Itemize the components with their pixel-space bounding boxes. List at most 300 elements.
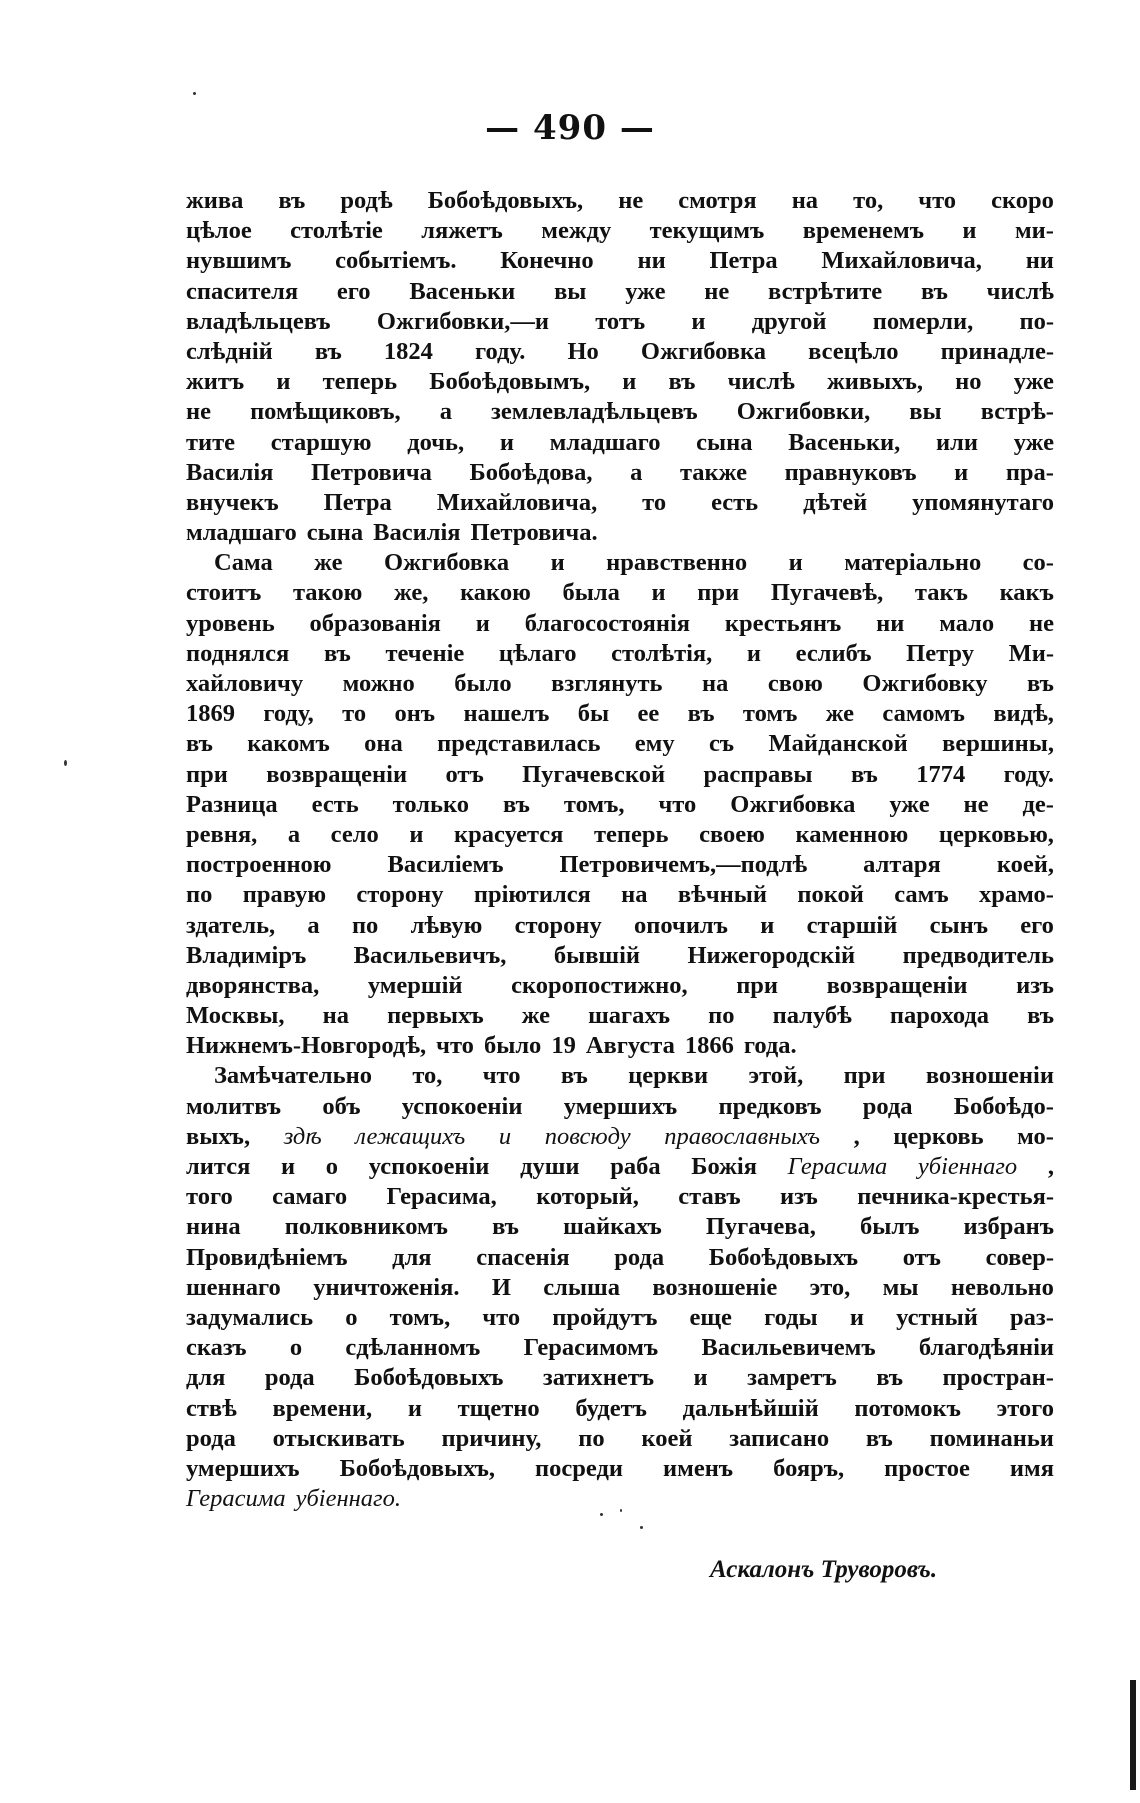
word: успокоеніи xyxy=(368,1153,490,1180)
word: Герасимомъ xyxy=(523,1334,659,1362)
word: спасенія xyxy=(476,1243,570,1271)
word: Петру xyxy=(906,639,974,667)
word: И xyxy=(491,1273,511,1301)
word: этой, xyxy=(748,1062,804,1090)
word: и xyxy=(746,639,762,667)
word: причину, xyxy=(441,1424,542,1452)
word: задумались xyxy=(186,1303,314,1331)
text-line xyxy=(186,790,1054,820)
word: по xyxy=(708,1002,735,1030)
word: Михайловича, xyxy=(436,488,598,516)
word: печника-крестья- xyxy=(857,1183,1054,1211)
word: сынъ xyxy=(929,911,988,939)
text-line xyxy=(186,548,1054,578)
word: въ xyxy=(278,187,306,214)
text-line xyxy=(186,1363,1054,1393)
word: сына xyxy=(696,428,753,456)
word: столѣтіе xyxy=(290,217,383,245)
word: пра- xyxy=(1005,458,1054,486)
word: хайловичу xyxy=(186,670,304,697)
word: шайкахъ xyxy=(563,1213,662,1241)
word: въ xyxy=(1027,670,1054,697)
text-line xyxy=(186,850,1054,880)
word: помѣщиковъ, xyxy=(250,398,401,426)
text-line xyxy=(186,186,1054,216)
word: рода xyxy=(186,1424,236,1452)
word: уже xyxy=(889,790,930,818)
text-line xyxy=(186,1001,1054,1031)
word: , xyxy=(853,1122,860,1150)
word: вѣчный xyxy=(677,881,768,909)
word: церковью, xyxy=(938,820,1054,848)
text-line xyxy=(186,1454,1054,1484)
word: было xyxy=(483,1032,542,1060)
word: Бобоѣдовыхъ, xyxy=(427,187,584,214)
word: Ожгибовка xyxy=(730,790,856,818)
word: бояръ, xyxy=(773,1454,845,1482)
word: Ожгибовки,—и xyxy=(376,307,549,335)
word: Ожгибовка xyxy=(640,337,766,365)
text-line xyxy=(186,760,1054,790)
word: рода xyxy=(862,1092,913,1120)
word: свою xyxy=(767,670,823,697)
word: теперь xyxy=(594,820,669,848)
word: о xyxy=(325,1153,339,1180)
word: тотъ xyxy=(595,307,646,335)
word: Васильевичемъ xyxy=(701,1334,876,1362)
word: расправы xyxy=(703,760,813,788)
text-line xyxy=(186,1212,1054,1242)
word: уничтоженія. xyxy=(313,1273,460,1301)
word: и xyxy=(788,549,803,577)
word: только xyxy=(392,790,470,818)
word: Сама xyxy=(214,549,273,577)
word: о xyxy=(345,1303,358,1331)
word: здатель, xyxy=(186,911,276,939)
word: возвращеніи xyxy=(826,971,968,999)
word: мало xyxy=(939,609,995,637)
word: устный xyxy=(896,1303,978,1331)
word: есть xyxy=(311,790,359,818)
word: своею xyxy=(699,820,765,848)
word: шагахъ xyxy=(588,1002,671,1030)
word: по xyxy=(578,1424,605,1452)
word: упомянутаго xyxy=(912,488,1054,516)
word: и xyxy=(281,1153,296,1180)
word: годы xyxy=(764,1303,818,1331)
text-line xyxy=(186,1031,1054,1061)
word: Васеньки xyxy=(409,277,516,305)
word: Провидѣніемъ xyxy=(186,1243,348,1271)
word: потомокъ xyxy=(854,1394,961,1422)
word: простран- xyxy=(942,1364,1054,1392)
word: внучекъ xyxy=(186,488,279,516)
word: Василія xyxy=(373,519,461,547)
word: вершины, xyxy=(942,730,1054,758)
word: на xyxy=(702,670,729,697)
text-line xyxy=(186,246,1054,276)
text-line xyxy=(186,971,1054,1001)
word: самомъ xyxy=(882,700,965,728)
word: уже xyxy=(625,277,666,305)
word: сына xyxy=(306,519,364,547)
word: Бобоѣдовыхъ, xyxy=(339,1454,496,1482)
word: былъ xyxy=(859,1213,920,1241)
word: или xyxy=(936,428,978,456)
word: и xyxy=(276,368,291,396)
word: ревня, xyxy=(186,820,258,848)
word: церковь xyxy=(893,1122,984,1150)
word: убіеннаго. xyxy=(295,1485,401,1513)
word: слыша xyxy=(543,1273,620,1301)
word: и xyxy=(407,1394,422,1422)
word: скоропостижно, xyxy=(511,971,688,999)
word: это, xyxy=(809,1273,851,1301)
word: Бобоѣдовыхъ xyxy=(708,1243,859,1271)
word: и xyxy=(962,217,977,245)
text-line xyxy=(186,639,1054,669)
word: изъ xyxy=(780,1183,818,1211)
word: успокоеніи xyxy=(401,1092,523,1120)
word: умершихъ xyxy=(563,1092,678,1120)
word: можно xyxy=(342,670,415,697)
word: временемъ xyxy=(802,217,925,245)
word: будетъ xyxy=(575,1394,647,1422)
word: убіеннаго xyxy=(917,1153,1018,1180)
word: парохода xyxy=(889,1002,990,1030)
word: было xyxy=(454,670,512,697)
text-line xyxy=(186,518,1054,548)
word: правнуковъ xyxy=(784,458,917,486)
text-line xyxy=(186,1122,1054,1152)
word: была xyxy=(562,579,620,607)
word: совер- xyxy=(985,1243,1054,1271)
text-line xyxy=(186,880,1054,910)
word: не xyxy=(1029,609,1054,637)
word: видѣ, xyxy=(993,700,1054,728)
word: коей, xyxy=(996,851,1054,879)
text-line xyxy=(186,911,1054,941)
word: отъ xyxy=(902,1243,941,1271)
word: житъ xyxy=(186,368,245,396)
word: при xyxy=(186,760,228,788)
word: Нижегородскій xyxy=(687,941,856,969)
word: же xyxy=(314,549,343,577)
word: цѣлое xyxy=(186,217,252,245)
word: не xyxy=(618,187,644,214)
word: Но xyxy=(567,337,599,365)
text-line xyxy=(186,277,1054,307)
word: лежащихъ xyxy=(355,1122,466,1150)
word: Герасима xyxy=(787,1153,888,1180)
word: души xyxy=(520,1153,580,1180)
word: который, xyxy=(536,1183,639,1211)
word: между xyxy=(541,217,612,245)
word: такъ xyxy=(914,579,968,607)
word: въ xyxy=(876,1364,904,1392)
word: крестьянъ xyxy=(724,609,842,637)
word: Пугачевѣ, xyxy=(770,579,884,607)
word: посреди xyxy=(535,1454,623,1482)
word: въ xyxy=(503,790,530,818)
word: а xyxy=(287,820,301,848)
word: того xyxy=(186,1183,233,1211)
word: что xyxy=(436,1032,474,1060)
word: поминаньи xyxy=(929,1424,1054,1452)
word: Бобоѣдо- xyxy=(953,1092,1054,1120)
word: Нижнемъ-Новгородѣ, xyxy=(186,1032,427,1060)
word: землевладѣльцевъ xyxy=(491,398,698,426)
word: 1824 xyxy=(383,337,433,365)
word: при xyxy=(697,579,740,607)
word: возвращеніи xyxy=(266,760,408,788)
word: есть xyxy=(711,488,759,516)
word: возношеніи xyxy=(925,1062,1054,1090)
word: мо- xyxy=(1017,1122,1054,1150)
word: и xyxy=(550,549,565,577)
word: что xyxy=(482,1062,521,1090)
word: простое xyxy=(884,1454,970,1482)
word: образованія xyxy=(309,609,441,637)
word: ни xyxy=(876,609,905,637)
page-number: — 490 — xyxy=(485,108,655,148)
text-line xyxy=(186,729,1054,759)
word: на xyxy=(791,187,819,214)
word: отъ xyxy=(445,760,484,788)
word: тите xyxy=(186,428,236,456)
word: ставъ xyxy=(678,1183,741,1211)
word: молитвъ xyxy=(186,1092,282,1120)
word: въ xyxy=(1027,1002,1054,1030)
word: въ xyxy=(314,337,342,365)
word: и xyxy=(954,458,969,486)
word: , xyxy=(1047,1153,1054,1180)
word: построенною xyxy=(186,851,332,879)
word: году. xyxy=(1003,760,1054,788)
word: де- xyxy=(1022,790,1054,818)
word: рода xyxy=(614,1243,665,1271)
word: Герасима xyxy=(186,1485,286,1513)
word: ему xyxy=(634,730,675,758)
word: онъ xyxy=(394,700,436,728)
word: Пугачевской xyxy=(522,760,666,788)
text-line xyxy=(186,1333,1054,1363)
word: Владиміръ xyxy=(186,941,307,969)
word: ее xyxy=(637,700,660,728)
word: ми- xyxy=(1014,217,1054,245)
text-line xyxy=(186,307,1054,337)
word: и xyxy=(475,609,490,637)
word: и xyxy=(849,1303,864,1331)
text-line xyxy=(186,1424,1054,1454)
word: полковникомъ xyxy=(284,1213,448,1241)
word: нувшимъ xyxy=(186,247,292,275)
word: при xyxy=(736,971,779,999)
word: мы xyxy=(882,1273,919,1301)
word: въ xyxy=(560,1062,588,1090)
word: Бобоѣдовымъ, xyxy=(429,368,591,396)
word: дальнѣйшій xyxy=(682,1394,819,1422)
word: невольно xyxy=(950,1273,1054,1301)
word: матеріально xyxy=(844,549,982,577)
word: младшаго xyxy=(186,519,297,547)
text-line xyxy=(186,1394,1054,1424)
word: лѣвую xyxy=(410,911,483,939)
word: живыхъ, xyxy=(827,368,923,396)
word: шеннаго xyxy=(186,1273,281,1301)
text-line xyxy=(186,609,1054,639)
word: о xyxy=(289,1334,303,1362)
text-line xyxy=(186,1273,1054,1303)
text-line xyxy=(186,1061,1054,1091)
text-line xyxy=(186,1182,1054,1212)
word: Герасима, xyxy=(386,1183,497,1211)
word: также xyxy=(679,458,747,486)
word: сказъ xyxy=(186,1334,247,1362)
text-line xyxy=(186,1152,1054,1182)
word: Конечно xyxy=(500,247,594,275)
word: что xyxy=(658,790,697,818)
word: числѣ xyxy=(727,368,795,396)
word: дворянства, xyxy=(186,971,320,999)
word: Москвы, xyxy=(186,1002,285,1030)
word: село xyxy=(330,820,379,848)
word: раба xyxy=(610,1153,661,1180)
word: какомъ xyxy=(247,730,330,758)
word: 1866 xyxy=(684,1032,734,1060)
word: объ xyxy=(322,1092,361,1120)
word: при xyxy=(843,1062,886,1090)
word: то xyxy=(642,488,667,516)
word: по- xyxy=(1019,307,1054,335)
word: алтаря xyxy=(863,851,941,879)
word: уже xyxy=(1013,368,1054,396)
word: взглянуть xyxy=(551,670,663,697)
text-line xyxy=(186,1092,1054,1122)
word: выхъ, xyxy=(186,1122,251,1150)
word: Божія xyxy=(691,1153,757,1180)
word: и xyxy=(498,1122,512,1150)
word: ни xyxy=(637,247,666,275)
text-line xyxy=(186,1243,1054,1273)
word: то xyxy=(342,700,367,728)
word: здѣ xyxy=(283,1122,322,1150)
word: поднялся xyxy=(186,639,290,667)
word: года. xyxy=(743,1032,797,1060)
word: Замѣчательно xyxy=(214,1062,372,1090)
word: старшую xyxy=(270,428,372,456)
word: Майданской xyxy=(768,730,908,758)
word: старшій xyxy=(806,911,898,939)
word: не xyxy=(704,277,730,305)
word: пріютился xyxy=(473,881,591,909)
word: 19 xyxy=(551,1032,576,1060)
word: въ xyxy=(492,1213,519,1241)
word: а xyxy=(630,458,643,486)
word: сторону xyxy=(514,911,602,939)
word: еслибъ xyxy=(795,639,872,667)
word: младшаго xyxy=(549,428,661,456)
word: этого xyxy=(996,1394,1054,1422)
word: дѣтей xyxy=(803,488,868,516)
word: владѣльцевъ xyxy=(186,307,331,335)
word: другой xyxy=(751,307,827,335)
word: и xyxy=(760,911,775,939)
word: томъ, xyxy=(389,1303,451,1331)
word: принадле- xyxy=(940,337,1054,365)
word: для xyxy=(186,1364,226,1392)
ink-speck xyxy=(600,1513,603,1516)
word: на xyxy=(621,881,648,909)
word: Петровича. xyxy=(470,519,598,547)
word: Пугачева, xyxy=(705,1213,816,1241)
word: текущимъ xyxy=(649,217,765,245)
word: красуется xyxy=(454,820,564,848)
word: и xyxy=(409,820,424,848)
ink-speck xyxy=(620,1509,622,1512)
word: представилась xyxy=(437,730,601,758)
author-signature: Аскалонъ Труворовъ. xyxy=(710,1556,938,1583)
word: слѣдній xyxy=(186,337,273,365)
word: то, xyxy=(412,1062,443,1090)
word: что xyxy=(482,1303,521,1331)
word: Разница xyxy=(186,790,278,818)
word: сдѣланномъ xyxy=(345,1334,481,1362)
word: же xyxy=(825,700,855,728)
text-line xyxy=(186,941,1054,971)
word: томъ xyxy=(742,700,798,728)
word: Ожгибовки, xyxy=(736,398,871,426)
word: покой xyxy=(797,881,864,909)
word: что xyxy=(918,187,957,214)
word: не xyxy=(963,790,989,818)
word: а xyxy=(439,398,452,426)
word: скоро xyxy=(991,187,1054,214)
body-text xyxy=(186,186,1054,1514)
word: по xyxy=(351,911,379,939)
word: Васеньки, xyxy=(788,428,901,456)
word: и xyxy=(499,428,514,456)
text-line xyxy=(186,397,1054,427)
word: и xyxy=(622,368,637,396)
word: вы xyxy=(554,277,587,305)
word: имя xyxy=(1009,1454,1054,1482)
word: сторону xyxy=(356,881,444,909)
word: теперь xyxy=(322,368,398,396)
word: въ xyxy=(865,1424,893,1452)
word: на xyxy=(322,1002,349,1030)
word: бы xyxy=(577,700,610,728)
word: пройдутъ xyxy=(552,1303,658,1331)
word: бывшій xyxy=(553,941,641,969)
word: то, xyxy=(853,187,884,214)
word: Василіемъ xyxy=(387,851,504,879)
word: по xyxy=(186,881,213,909)
word: лится xyxy=(186,1153,251,1180)
word: именъ xyxy=(663,1454,734,1482)
word: раз- xyxy=(1010,1303,1054,1331)
word: каменною xyxy=(795,820,909,848)
word: нравственно xyxy=(606,549,748,577)
word: томъ, xyxy=(563,790,625,818)
ink-speck xyxy=(640,1526,643,1529)
word: первыхъ xyxy=(387,1002,484,1030)
word: и xyxy=(693,1364,708,1392)
word: ляжетъ xyxy=(421,217,503,245)
word: Петровичемъ,—подлѣ xyxy=(559,851,808,879)
ink-speck xyxy=(64,760,67,766)
scan-edge-mark xyxy=(1130,1680,1136,1790)
